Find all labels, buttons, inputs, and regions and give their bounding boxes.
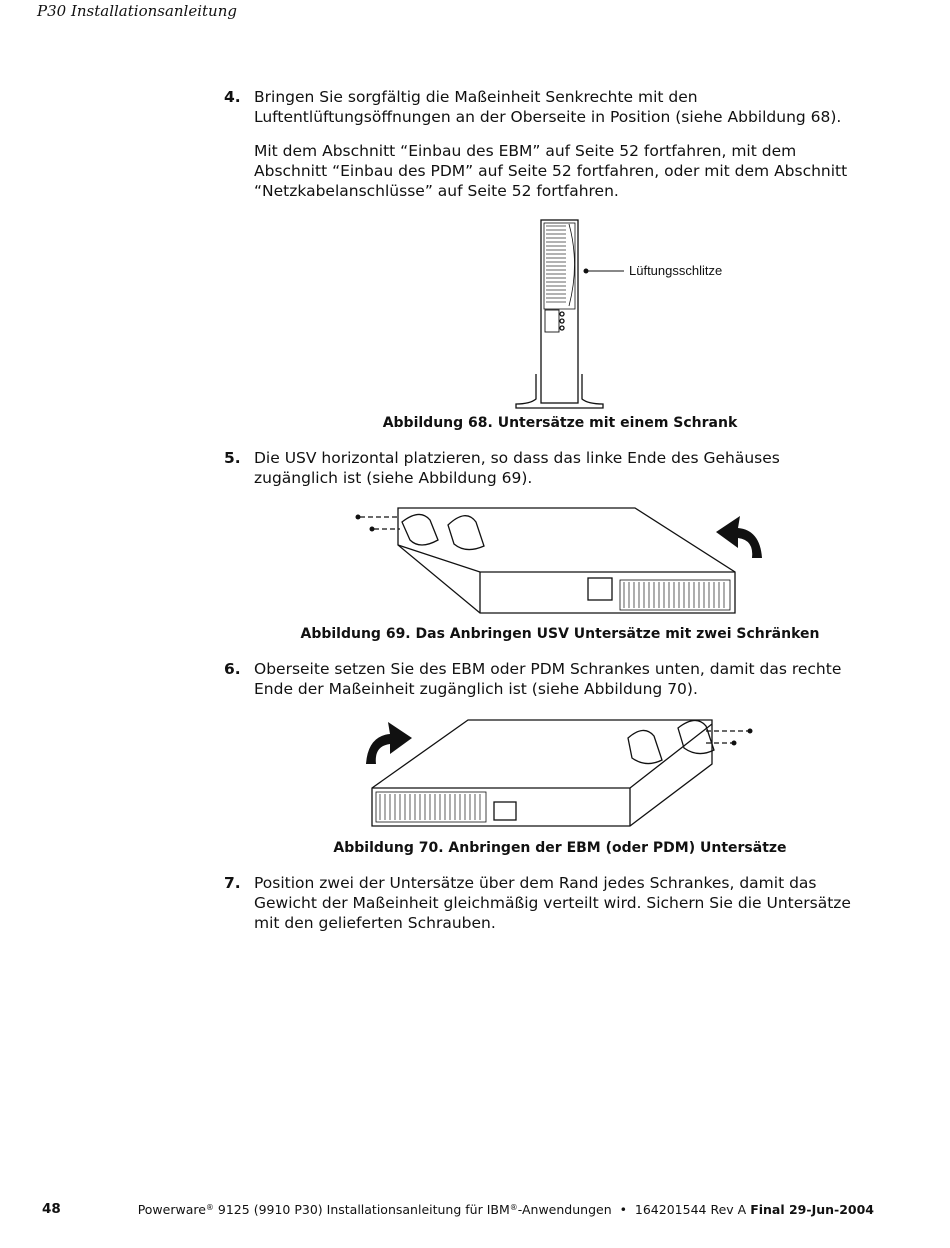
figure-69-caption: Abbildung 69. Das Anbringen USV Untersätze mit zwei Schränken <box>300 626 820 642</box>
figure-69-horizontal-ups <box>350 500 770 620</box>
step-number: 4. <box>224 88 241 106</box>
step-4 <box>224 87 864 201</box>
rotate-left-arrow-icon <box>716 516 762 558</box>
page-number: 48 <box>42 1201 61 1217</box>
step-note: Mit dem Abschnitt “Einbau des EBM” auf Seite 52 fortfahren, mit dem Abschnitt “Einbau des PDM” auf Seite 52 fortfahren, oder mit dem Abschnitt “Netzkabelanschlüsse” auf Seite 52 fortfahren. <box>254 142 848 200</box>
step-text: Bringen Sie sorgfältig die Maßeinheit Senkrechte mit den Luftentlüftungsöffnungen an der Oberseite in Position (siehe Abbildung 68). <box>254 88 842 126</box>
figure-70-ebm-unit <box>360 712 760 832</box>
step-6 <box>224 659 864 699</box>
step-number: 5. <box>224 449 241 467</box>
footer-document-info: Powerware® 9125 (9910 P30) Installationsanleitung für IBM®-Anwendungen • 164201544 Rev A Final 29-Jun-2004 <box>137 1202 874 1217</box>
rotate-right-arrow-icon <box>366 722 412 764</box>
step-number: 6. <box>224 660 241 678</box>
figure-68-caption: Abbildung 68. Untersätze mit einem Schrank <box>382 415 738 431</box>
callout-label: Lüftungsschlitze <box>629 263 723 278</box>
step-5 <box>224 448 864 488</box>
step-number: 7. <box>224 874 241 892</box>
step-7 <box>224 873 864 933</box>
figure-70-caption: Abbildung 70. Anbringen der EBM (oder PDM) Untersätze <box>333 840 787 856</box>
step-text: Oberseite setzen Sie des EBM oder PDM Schrankes unten, damit das rechte Ende der Maßeinheit zugänglich ist (siehe Abbildung 70). <box>254 660 842 698</box>
running-header: P30 Installationsanleitung <box>37 2 237 20</box>
figure-68-tower-ups <box>500 214 740 409</box>
step-text: Position zwei der Untersätze über dem Rand jedes Schrankes, damit das Gewicht der Maßeinheit gleichmäßig verteilt wird. Sichern Sie die Untersätze mit den gelieferten Schrauben. <box>254 874 851 932</box>
step-text: Die USV horizontal platzieren, so dass das linke Ende des Gehäuses zugänglich ist (siehe Abbildung 69). <box>254 449 780 487</box>
